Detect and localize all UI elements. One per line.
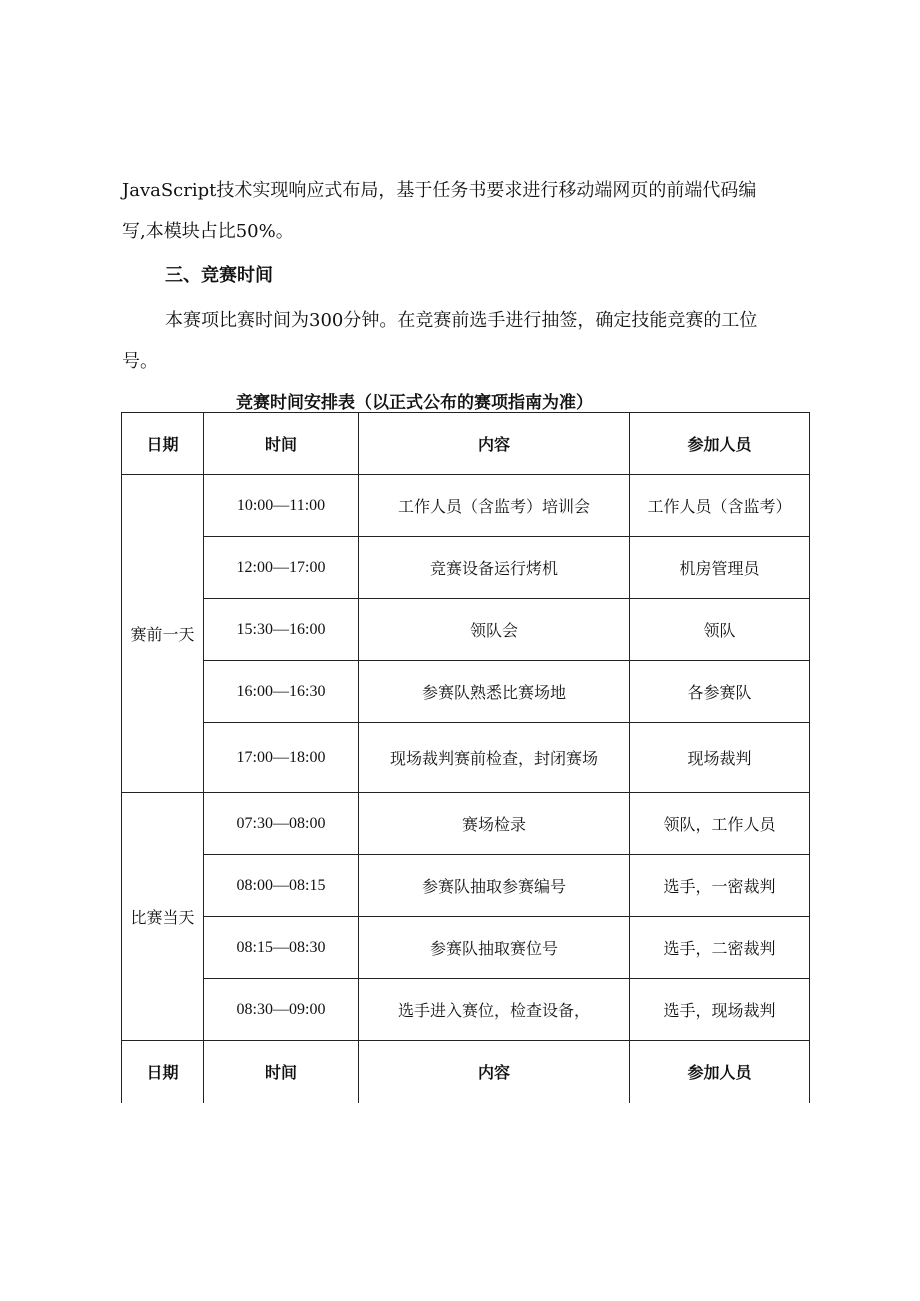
header-people: 参加人员 bbox=[630, 413, 810, 475]
people-cell: 领队 bbox=[630, 599, 810, 661]
table-row bbox=[122, 723, 810, 793]
table-row bbox=[122, 793, 810, 855]
section-para-line-1: 本赛项比赛时间为300分钟。在竞赛前选手进行抽签，确定技能竞赛的工位 bbox=[165, 310, 758, 331]
header-date: 日期 bbox=[122, 413, 204, 475]
content-cell: 参赛队抽取参赛编号 bbox=[359, 855, 630, 917]
people-cell: 选手，现场裁判 bbox=[630, 979, 810, 1041]
people-cell: 工作人员（含监考） bbox=[630, 475, 810, 537]
content-cell: 竞赛设备运行烤机 bbox=[359, 537, 630, 599]
content-cell: 参赛队抽取赛位号 bbox=[359, 917, 630, 979]
repeat-header-date: 日期 bbox=[122, 1041, 204, 1103]
content-cell: 选手进入赛位，检查设备， bbox=[359, 979, 630, 1041]
table-row bbox=[122, 599, 810, 661]
content-cell: 现场裁判赛前检查，封闭赛场 bbox=[359, 723, 630, 793]
header-content: 内容 bbox=[359, 413, 630, 475]
time-cell: 08:00—08:15 bbox=[204, 855, 359, 917]
date-cell: 比赛当天 bbox=[122, 793, 204, 1041]
people-cell: 机房管理员 bbox=[630, 537, 810, 599]
repeat-header-row bbox=[122, 1041, 810, 1103]
people-cell: 选手，一密裁判 bbox=[630, 855, 810, 917]
table-row bbox=[122, 661, 810, 723]
schedule-table bbox=[121, 412, 810, 1103]
time-cell: 10:00—11:00 bbox=[204, 475, 359, 537]
repeat-header-content: 内容 bbox=[359, 1041, 630, 1103]
repeat-header-people: 参加人员 bbox=[630, 1041, 810, 1103]
table-row bbox=[122, 855, 810, 917]
repeat-header-time: 时间 bbox=[204, 1041, 359, 1103]
time-cell: 12:00—17:00 bbox=[204, 537, 359, 599]
table-row bbox=[122, 917, 810, 979]
content-cell: 工作人员（含监考）培训会 bbox=[359, 475, 630, 537]
table-row bbox=[122, 475, 810, 537]
intro-line-2: 写,本模块占比50%。 bbox=[122, 221, 294, 242]
section-heading: 三、竞赛时间 bbox=[165, 265, 273, 286]
people-cell: 选手，二密裁判 bbox=[630, 917, 810, 979]
time-cell: 15:30—16:00 bbox=[204, 599, 359, 661]
date-cell: 赛前一天 bbox=[122, 475, 204, 793]
people-cell: 各参赛队 bbox=[630, 661, 810, 723]
intro-line-1: JavaScript技术实现响应式布局，基于任务书要求进行移动端网页的前端代码编 bbox=[122, 180, 757, 201]
people-cell: 领队，工作人员 bbox=[630, 793, 810, 855]
content-cell: 领队会 bbox=[359, 599, 630, 661]
header-time: 时间 bbox=[204, 413, 359, 475]
time-cell: 08:30—09:00 bbox=[204, 979, 359, 1041]
people-cell: 现场裁判 bbox=[630, 723, 810, 793]
section-para-line-2: 号。 bbox=[122, 351, 158, 372]
time-cell: 17:00—18:00 bbox=[204, 723, 359, 793]
table-caption: 竞赛时间安排表（以正式公布的赛项指南为准） bbox=[236, 393, 593, 413]
table-row bbox=[122, 979, 810, 1041]
time-cell: 07:30—08:00 bbox=[204, 793, 359, 855]
table-row bbox=[122, 537, 810, 599]
content-cell: 赛场检录 bbox=[359, 793, 630, 855]
header-row bbox=[122, 413, 810, 475]
time-cell: 08:15—08:30 bbox=[204, 917, 359, 979]
time-cell: 16:00—16:30 bbox=[204, 661, 359, 723]
content-cell: 参赛队熟悉比赛场地 bbox=[359, 661, 630, 723]
